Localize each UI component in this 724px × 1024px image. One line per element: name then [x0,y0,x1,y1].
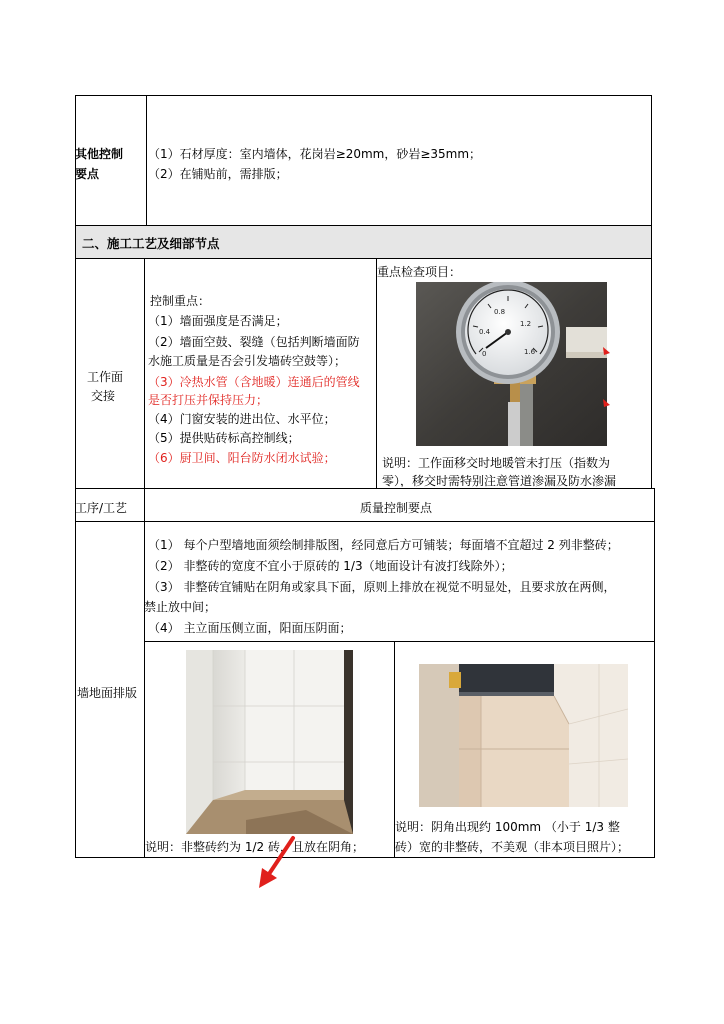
gauge-tick-2: 0.8 [494,308,506,316]
layout-line-2: （2） 非整砖的宽度不宜小于原砖的 1/3（地面设计有波打线除外）； [148,559,513,573]
red-arrow-icon [255,834,300,892]
gauge-tick-4: 1.6 [524,348,536,356]
other-item-2: （2）在铺贴前，需排版； [148,167,288,181]
gauge-tick-1: 0.4 [479,328,491,336]
layout-line-1: （1） 每个户型墙地面须绘制排版图，经同意后方可铺装；每面墙不宜超过 2 列非整砖； [148,538,619,552]
pressure-gauge-photo [416,282,607,446]
window-corner-photo [419,664,628,807]
gauge-caption-clip [377,471,651,487]
control-line-4: （3）冷热水管（含地暖）连通后的管线 [148,375,360,389]
control-line-7: （5）提供贴砖标高控制线； [148,431,300,445]
control-line-2: （2）墙面空鼓、裂缝（包括判断墙面防 [148,335,360,349]
control-line-3: 水施工质量是否会引发墙砖空鼓等）； [148,354,347,368]
gauge-tick-3: 1.2 [520,320,532,328]
caption-right-line2: 砖）宽的非整砖，不美观（非本项目照片）； [395,840,630,854]
control-heading: 控制重点： [150,294,211,308]
other-item-1: （1）石材厚度：室内墙体，花岗岩≥20mm，砂岩≥35mm； [148,147,482,161]
row-label-layout: 墙地面排版 [77,686,138,700]
gauge-caption-line2: 零），移交时需特别注意管道渗漏及防水渗漏 [382,474,617,487]
header-process: 工序/工艺 [75,501,128,515]
header-quality: 质量控制要点 [360,501,433,515]
corner-tile-photo [186,650,353,834]
caption-right-line1: 说明：阴角出现约 100mm （小于 1/3 整 [395,820,620,834]
gauge-caption-line1: 说明：工作面移交时地暖管未打压（指数为 [382,456,611,470]
layout-line-4: 禁止放中间； [144,600,217,614]
row-label-other-line2: 要点 [75,167,100,181]
section-title: 二、施工工艺及细部节点 [82,236,220,251]
layout-line-3: （3） 非整砖宜铺贴在阴角或家具下面，原则上排放在视觉不明显处，且要求放在两侧， [148,580,616,594]
control-line-6: （4）门窗安装的进出位、水平位； [148,412,336,426]
control-line-5: 是否打压并保持压力； [148,393,269,407]
control-line-8: （6）厨卫间、阳台防水闭水试验； [148,451,336,465]
layout-line-5: （4） 主立面压侧立面，阳面压阴面； [148,621,352,635]
caption-left: 说明：非整砖约为 1/2 砖，且放在阴角； [145,840,364,854]
check-heading: 重点检查项目： [377,265,462,279]
gauge-tick-0: 0 [482,350,487,358]
row-label-other-line1: 其他控制 [75,147,124,161]
red-pointer-icons [600,343,614,413]
row-label-interface-line1: 工作面 [87,370,124,384]
row-label-interface-line2: 交接 [91,389,116,403]
control-line-1: （1）墙面强度是否满足； [148,314,288,328]
